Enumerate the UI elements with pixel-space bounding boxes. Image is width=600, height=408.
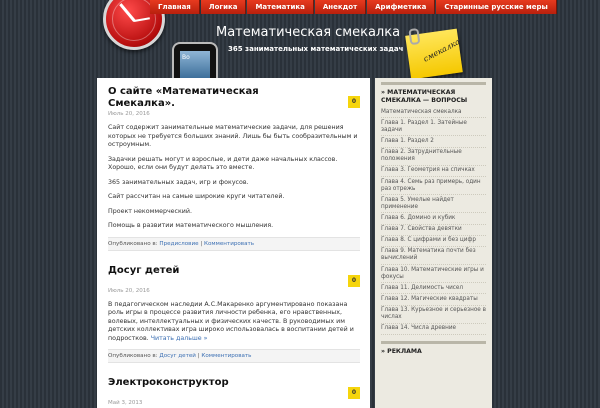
post-date: Июль 20, 2016: [108, 287, 150, 294]
post-meta-label: Опубликовано в:: [108, 353, 158, 359]
chapter-link[interactable]: Глава 5. Умелые найдет применение: [381, 195, 486, 213]
chapter-list: [381, 107, 486, 335]
site-description: 365 занимательных математических задач: [228, 45, 404, 53]
post-category-link[interactable]: Предисловие: [159, 240, 199, 247]
chapter-link[interactable]: Глава 12. Магические квадраты: [381, 294, 486, 305]
post-electro-constructor: [108, 377, 360, 406]
comment-count-badge[interactable]: 0: [348, 387, 360, 399]
paperclip-icon: [408, 28, 420, 45]
post-paragraph: Сайт содержит занимательные математические задачи, для решения которых не требуется больших знаний. Лишь бы быть сообразительным и остроумным.: [108, 124, 358, 148]
main-content: [97, 78, 370, 408]
chapter-link[interactable]: Глава 2. Затруднительные положения: [381, 148, 486, 166]
nav-item-old-measures[interactable]: Старинные русские меры: [436, 0, 557, 14]
chapter-link[interactable]: Глава 14. Числа древние: [381, 324, 486, 335]
chapter-link[interactable]: Глава 4. Семь раз примерь, один раз отрежь: [381, 177, 486, 195]
post-title[interactable]: О сайте «Математическая Смекалка».: [108, 86, 259, 109]
post-meta: Опубликовано в: Досуг детей | Комментировать: [108, 349, 360, 363]
nav-item-joke[interactable]: Анекдот: [315, 0, 366, 14]
chapter-link[interactable]: Глава 6. Домино и кубик: [381, 213, 486, 224]
post-date: Май 3, 2013: [108, 400, 143, 406]
post-paragraph: [108, 301, 360, 344]
post-paragraph-text: В педагогическом наследии А.С.Макаренко аргументировано показана роль игры в процессе развития личности ребенка, его нравственных, волевых, интеллектуальных и физических качеств. В руководимых им детских коллективах игра широко использовалась в воспитании детей и подростков.: [108, 300, 354, 342]
comment-count-badge[interactable]: 0: [348, 275, 360, 287]
chapter-link[interactable]: Глава 9. Математика почти без вычислений: [381, 247, 486, 265]
phone-screen: [180, 51, 210, 78]
read-more-link[interactable]: Читать дальше »: [150, 334, 208, 342]
main-nav: [150, 0, 557, 14]
post-paragraph: Сайт рассчитан на самые широкие круги читателей.: [108, 193, 285, 200]
post-paragraph: Задачки решать могут и взрослые, и дети даже начальных классов. Хорошо, если они будут делать это вместе.: [108, 155, 338, 171]
post-comment-link[interactable]: Комментировать: [201, 353, 252, 359]
phone-illustration: [172, 42, 218, 78]
chapter-link[interactable]: Глава 10. Математические игры и фокусы: [381, 265, 486, 283]
phone-screen-label: Bo: [182, 54, 190, 61]
post-paragraph: Проект некоммерческий.: [108, 207, 192, 215]
post-meta: Опубликовано в: Предисловие | Комментировать: [108, 237, 360, 251]
sticky-note-text: смекалка: [421, 37, 462, 64]
post-body: [108, 301, 360, 344]
chapter-link[interactable]: Глава 1. Раздел 2: [381, 136, 486, 147]
widget-title-questions: » МАТЕМАТИЧЕСКАЯ СМЕКАЛКА — ВОПРОСЫ: [381, 82, 486, 104]
chapter-link[interactable]: Глава 11. Делимость чисел: [381, 283, 486, 294]
nav-item-arithmetic[interactable]: Арифметика: [367, 0, 435, 14]
sticky-note: [405, 29, 463, 80]
widget-title-ads: » РЕКЛАМА: [381, 341, 486, 356]
post-kids-leisure: [108, 265, 360, 364]
site-title[interactable]: Математическая смекалка: [216, 25, 401, 40]
sidebar: [375, 78, 492, 408]
chapter-link[interactable]: Глава 3. Геометрия на спичках: [381, 166, 486, 177]
post-meta-label: Опубликовано в:: [108, 240, 158, 247]
post-body: [108, 124, 360, 231]
chapter-link[interactable]: Глава 8. С цифрами и без цифр: [381, 236, 486, 247]
nav-item-home[interactable]: Главная: [150, 0, 200, 14]
post-about: [108, 86, 360, 251]
post-date: Июль 20, 2016: [108, 111, 150, 117]
chapter-link[interactable]: Глава 1. Раздел 1. Затейные задачи: [381, 118, 486, 136]
post-comment-link[interactable]: Комментировать: [204, 240, 255, 247]
post-title[interactable]: Досуг детей: [108, 264, 180, 276]
post-title[interactable]: Электроконструктор: [108, 377, 229, 388]
chapter-link[interactable]: Глава 13. Курьезное и серьезное в числах: [381, 306, 486, 324]
comment-count-badge[interactable]: 0: [348, 96, 360, 108]
post-paragraph: Помощь в развитии математического мышления.: [108, 222, 274, 229]
nav-item-logic[interactable]: Логика: [201, 0, 247, 14]
chapter-link[interactable]: Глава 7. Свойства девятки: [381, 225, 486, 236]
post-category-link[interactable]: Досуг детей: [159, 353, 196, 359]
chapter-link[interactable]: Математическая смекалка: [381, 107, 486, 118]
nav-item-math[interactable]: Математика: [247, 0, 313, 14]
post-paragraph: 365 занимательных задач, игр и фокусов.: [108, 178, 249, 186]
